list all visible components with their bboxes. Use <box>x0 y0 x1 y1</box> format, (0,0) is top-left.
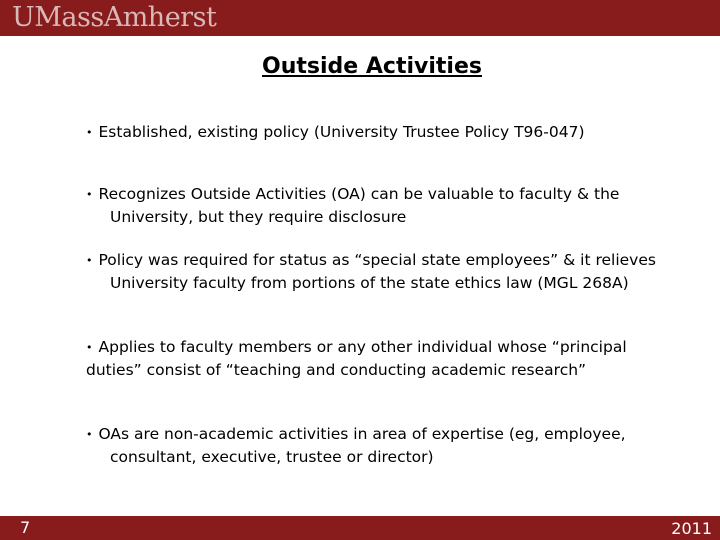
umass-amherst-logo: UMassAmherst <box>12 2 217 33</box>
bullet-icon: • <box>86 188 93 201</box>
bullet-item-2 <box>86 183 700 228</box>
bullet-text: Policy was required for status as “special state employees” & it relieves University faculty from portions of the state ethics law (MGL 268A) <box>98 251 656 292</box>
bullet-text: Recognizes Outside Activities (OA) can be valuable to faculty & the University, but they require disclosure <box>98 185 620 226</box>
footer-bar <box>0 516 720 540</box>
bullet-item-1 <box>86 121 700 144</box>
footer-year: 2011 <box>671 519 712 538</box>
bullet-item-4 <box>86 336 676 381</box>
bullet-text: Applies to faculty members or any other individual whose “principal duties” consist of “teaching and conducting academic research” <box>86 338 627 379</box>
bullet-icon: • <box>86 126 93 139</box>
bullet-icon: • <box>86 341 93 354</box>
bullet-text: Established, existing policy (University Trustee Policy T96-047) <box>98 123 585 141</box>
bullet-item-3 <box>86 249 700 294</box>
bullet-icon: • <box>86 254 93 267</box>
bullet-text: OAs are non-academic activities in area of expertise (eg, employee, consultant, executive, trustee or director) <box>98 425 626 466</box>
page-number: 7 <box>20 518 31 537</box>
header-bar <box>0 0 720 36</box>
bullet-icon: • <box>86 428 93 441</box>
bullet-item-5 <box>86 423 700 468</box>
slide-title: Outside Activities <box>262 54 482 79</box>
